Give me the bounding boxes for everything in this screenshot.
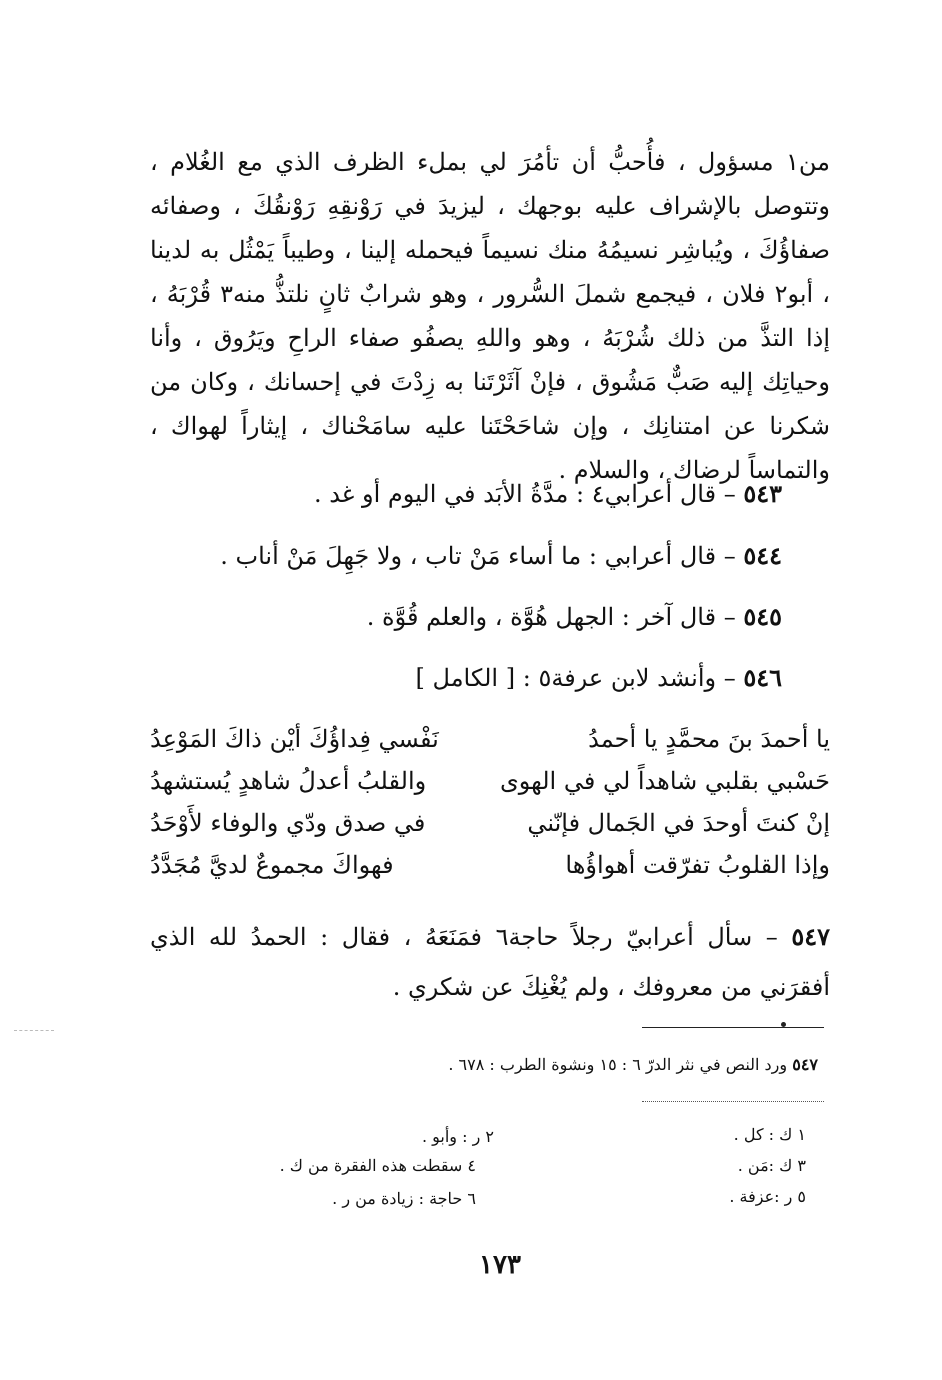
entry-number: ٥٤٧ xyxy=(791,922,830,951)
poem-verse xyxy=(150,844,830,886)
poem-verse xyxy=(150,802,830,844)
poem-verse xyxy=(150,718,830,760)
poem-second-hemistich: فهواكَ مجموعٌ لديَّ مُجَدَّدُ xyxy=(150,851,394,879)
entry-545 xyxy=(367,597,782,637)
prose-paragraph: من١ مسؤول ، فأُحبُّ أن تأمُرَ لي بملء الظرف الذي مع الغُلام ، وتتوصل بالإشراف عليه بوجهك ، ليزيدَ في رَوْنقِهِ رَوْنقُكَ ، وصفائه صفاؤُكَ ، ويُباشِر نسيمُهُ منك نسيماً فيحمله إلينا ، وطيباً يَمْثُل به لدينا ، أبو٢ فلان ، فيجمع شملَ السُّرور ، وهو شرابٌ ثانٍ نلتذُّ منه٣ قُرْبَهُ ، إذا التذَّ من ذلك شُرْبَهُ ، وهو واللهِ يصفُو صفاء الراحِ ويَرُوق ، وأنا وحياتِك إليه صَبٌّ مَشُوق ، فإنْ آثَرْتَنا به زِدْتَ في إحسانك ، وكان من شكرنا عن امتنانِك ، وإن شاحَحْتَنا عليه سامَحْناك ، إيثاراً لهواك ، والتماساً لرضاك ، والسلام . xyxy=(150,148,831,484)
poem-verse xyxy=(150,760,830,802)
poem-second-hemistich: والقلبُ أعدلُ شاهدٍ يُستشهدُ xyxy=(150,767,427,795)
entry-number: ٥٤٥ xyxy=(743,602,782,631)
poem-second-hemistich: في صدق ودّي والوفاء لأَوْحَدُ xyxy=(150,809,426,837)
entry-text: – سأل أعرابيّ رجلاً حاجة٦ فمَنَعَهُ ، فقال : الحمدُ لله الذي أفقرَني من معروفك ، ولم يُغْنِكَ عن شكري . xyxy=(150,923,830,1001)
source-note xyxy=(448,1052,818,1078)
footnote-1: ١ ك : كل . xyxy=(733,1125,806,1144)
dotted-separator xyxy=(642,1101,824,1102)
entry-text: – قال آخر : الجهل هُوَّة ، والعلم قُوَّة . xyxy=(366,603,744,631)
entry-number: ٥٤٦ xyxy=(743,663,782,692)
poem-first-hemistich: حَسْبي بقلبي شاهداً لي في الهوى xyxy=(499,767,830,795)
entry-543 xyxy=(314,474,782,514)
poem-first-hemistich: يا أحمدَ بنَ محمَّدٍ يا أحمدُ xyxy=(588,725,830,753)
footnote-4: ٤ سقطت هذه الفقرة من ك . xyxy=(279,1156,476,1175)
poem xyxy=(150,718,830,886)
margin-mark xyxy=(14,1030,54,1031)
source-text: ورد النص في نثر الدرّ ٦ : ١٥ ونشوة الطرب : ٦٧٨ . xyxy=(448,1055,793,1074)
entry-544 xyxy=(220,536,782,576)
source-entry-number: ٥٤٧ xyxy=(792,1055,818,1074)
footnote-3: ٣ ك :مَن . xyxy=(737,1156,806,1175)
page-number: ١٧٣ xyxy=(479,1250,521,1280)
footnote-5: ٥ ر :عزفة . xyxy=(729,1187,806,1206)
poem-second-hemistich: نَفْسي فِداؤُكَ أيْن ذاكَ المَوْعِدُ xyxy=(150,725,439,753)
entry-546 xyxy=(416,658,782,698)
separator-dot xyxy=(781,1022,786,1027)
poem-first-hemistich: وإذا القلوبُ تفرّقت أهواؤُها xyxy=(565,851,830,879)
entry-number: ٥٤٣ xyxy=(743,479,782,508)
entry-text: – قال أعرابي : ما أساء مَنْ تاب ، ولا جَهِلَ مَنْ أناب . xyxy=(220,542,744,570)
entry-number: ٥٤٤ xyxy=(743,541,782,570)
footnote-6: ٦ حاجة : زيادة من ر . xyxy=(332,1189,476,1208)
poem-first-hemistich: إنْ كنتَ أوحدَ في الجَمال فإنّني xyxy=(527,809,830,837)
entry-text: – قال أعرابي٤ : مدَّةُ الأبَد في اليوم أو غد . xyxy=(313,480,744,508)
entry-547 xyxy=(150,912,830,1012)
footnote-separator xyxy=(642,1027,824,1028)
footnote-2: ٢ ر : وأبو . xyxy=(421,1127,494,1146)
entry-text: – وأنشد لابن عرفة٥ : [ الكامل ] xyxy=(415,664,744,692)
